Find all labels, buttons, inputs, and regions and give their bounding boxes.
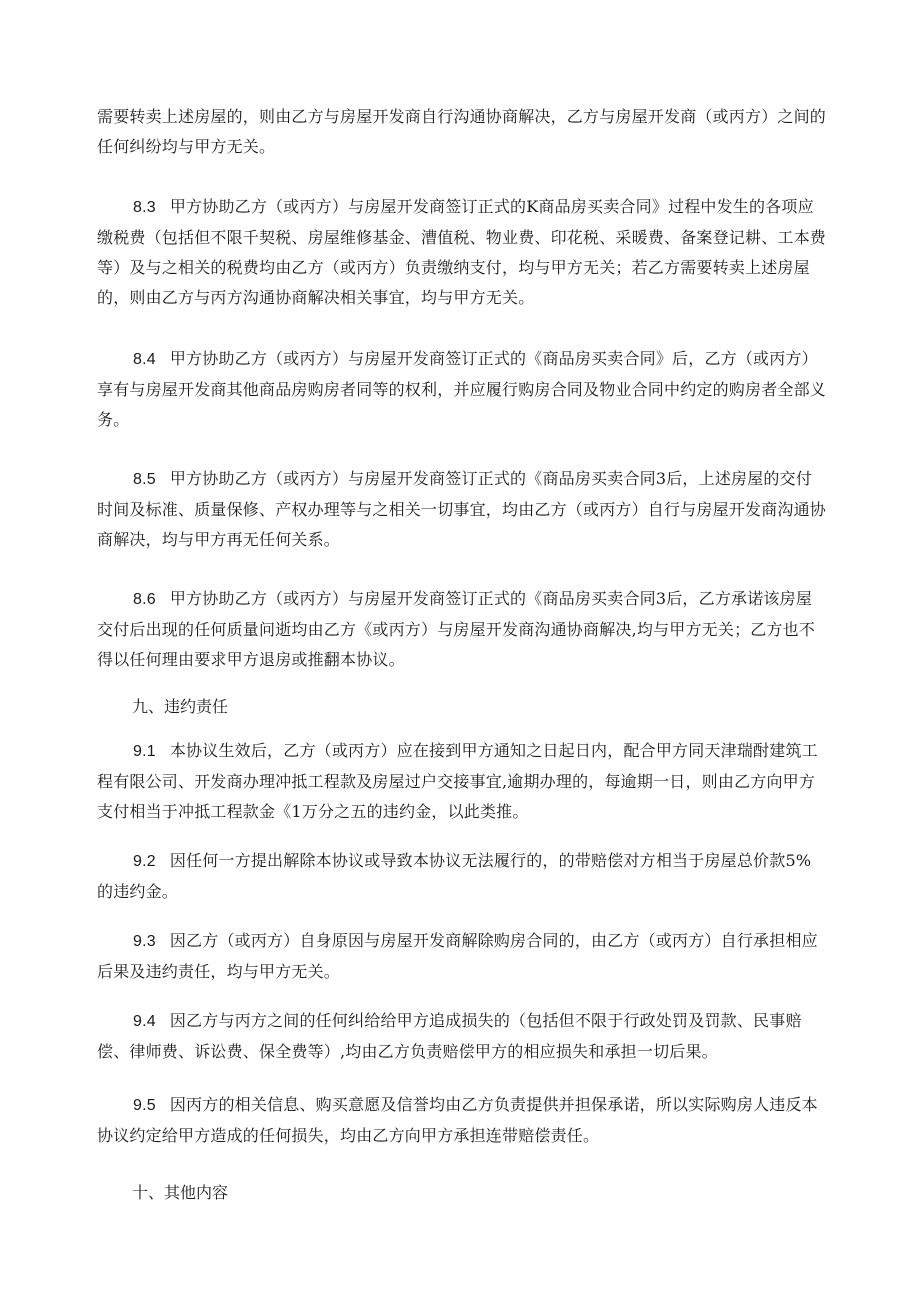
paragraph-9-4: [97, 1006, 827, 1067]
clause-number: 9.1: [133, 743, 156, 760]
paragraph-8-4: [97, 344, 827, 435]
clause-number: 9.2: [133, 853, 156, 870]
paragraph-text: 因丙方的相关信息、购买意愿及信誉均由乙方负责提供并担保承诺，所以实际购房人违反本协议约定给甲方造成的任何损失，均由乙方向甲方承担连带赔偿责任。: [97, 1095, 818, 1145]
section-heading-10: 十、其他内容: [132, 1183, 229, 1202]
paragraph-9-1: [97, 736, 827, 827]
clause-number: 9.4: [133, 1013, 156, 1030]
clause-number: 9.3: [133, 933, 156, 950]
paragraph-8-6: [97, 584, 827, 675]
section-heading-9: 九、违约责任: [132, 697, 229, 716]
paragraph-text: 甲方协助乙方（或丙方）与房屋开发商签订正式的《商品房买卖合同3后，上述房屋的交付时间及标准、质量保修、产权办理等与之相关一切事宜，均由乙方（或丙方）自行与房屋开发商沟通协商解决，均与甲方再无任何关系。: [97, 469, 827, 549]
paragraph-8-2-continued: [97, 102, 827, 162]
paragraph-text: 需要转卖上述房屋的，则由乙方与房屋开发商自行沟通协商解决，乙方与房屋开发商（或丙方）之间的任何纠纷均与甲方无关。: [97, 107, 827, 156]
clause-number: 8.5: [133, 471, 156, 488]
paragraph-9-2: [97, 846, 827, 907]
clause-number: 8.4: [133, 351, 156, 368]
clause-number: 9.5: [133, 1097, 156, 1114]
paragraph-text: 因任何一方提出解除本协议或导致本协议无法履行的，的带赔偿对方相当于房屋总价款5%的违约金。: [97, 851, 812, 901]
paragraph-8-5: [97, 464, 827, 555]
clause-number: 8.3: [133, 199, 156, 216]
paragraph-text: 因乙方与丙方之间的任何纠给给甲方追成损失的（包括但不限于行政处罚及罚款、民事赔偿、律师费、诉讼费、保全费等）,均由乙方负责赔偿甲方的相应损失和承担一切后果。: [97, 1011, 802, 1061]
paragraph-8-3: [97, 192, 827, 313]
clause-number: 8.6: [133, 591, 156, 608]
paragraph-text: 本协议生效后，乙方（或丙方）应在接到甲方通知之日起日内，配合甲方同天津瑞酎建筑工程有限公司、开发商办理冲抵工程款及房屋过户交接事宜,逾期办理的，每逾期一日，则由乙方向甲方支付相当于冲抵工程款金《1万分之五的违约金，以此类推。: [97, 741, 818, 821]
paragraph-text: 甲方协助乙方（或丙方）与房屋开发商签订正式的K商品房买卖合同》过程中发生的各项应缴税费（包括但不限千契税、房屋维修基金、漕值税、物业费、印花税、采暖费、备案登记耕、工本费等）及与之相关的税费均由乙方（或丙方）负责缴纳支付，均与甲方无关；若乙方需要转卖上述房屋的，则由乙方与丙方沟通协商解决相关事宜，均与甲方无关。: [97, 197, 827, 307]
paragraph-text: 甲方协助乙方（或丙方）与房屋开发商签订正式的《商品房买卖合同》后，乙方（或丙方）享有与房屋开发商其他商品房购房者同等的权利，并应履行购房合同及物业合同中约定的购房者全部义务。: [97, 349, 827, 429]
paragraph-9-5: [97, 1090, 827, 1151]
paragraph-text: 甲方协助乙方（或丙方）与房屋开发商签订正式的《商品房买卖合同3后，乙方承诺该房屋交付后出现的任何质量问逝均由乙方《或丙方）与房屋开发商沟通协商解决,均与甲方无关；乙方也不得以任何理由要求甲方退房或推翻本协议。: [97, 589, 816, 669]
paragraph-9-3: [97, 926, 827, 987]
paragraph-text: 因乙方（或丙方）自身原因与房屋开发商解除购房合同的，由乙方（或丙方）自行承担相应后果及违约责任，均与甲方无关。: [97, 931, 818, 981]
